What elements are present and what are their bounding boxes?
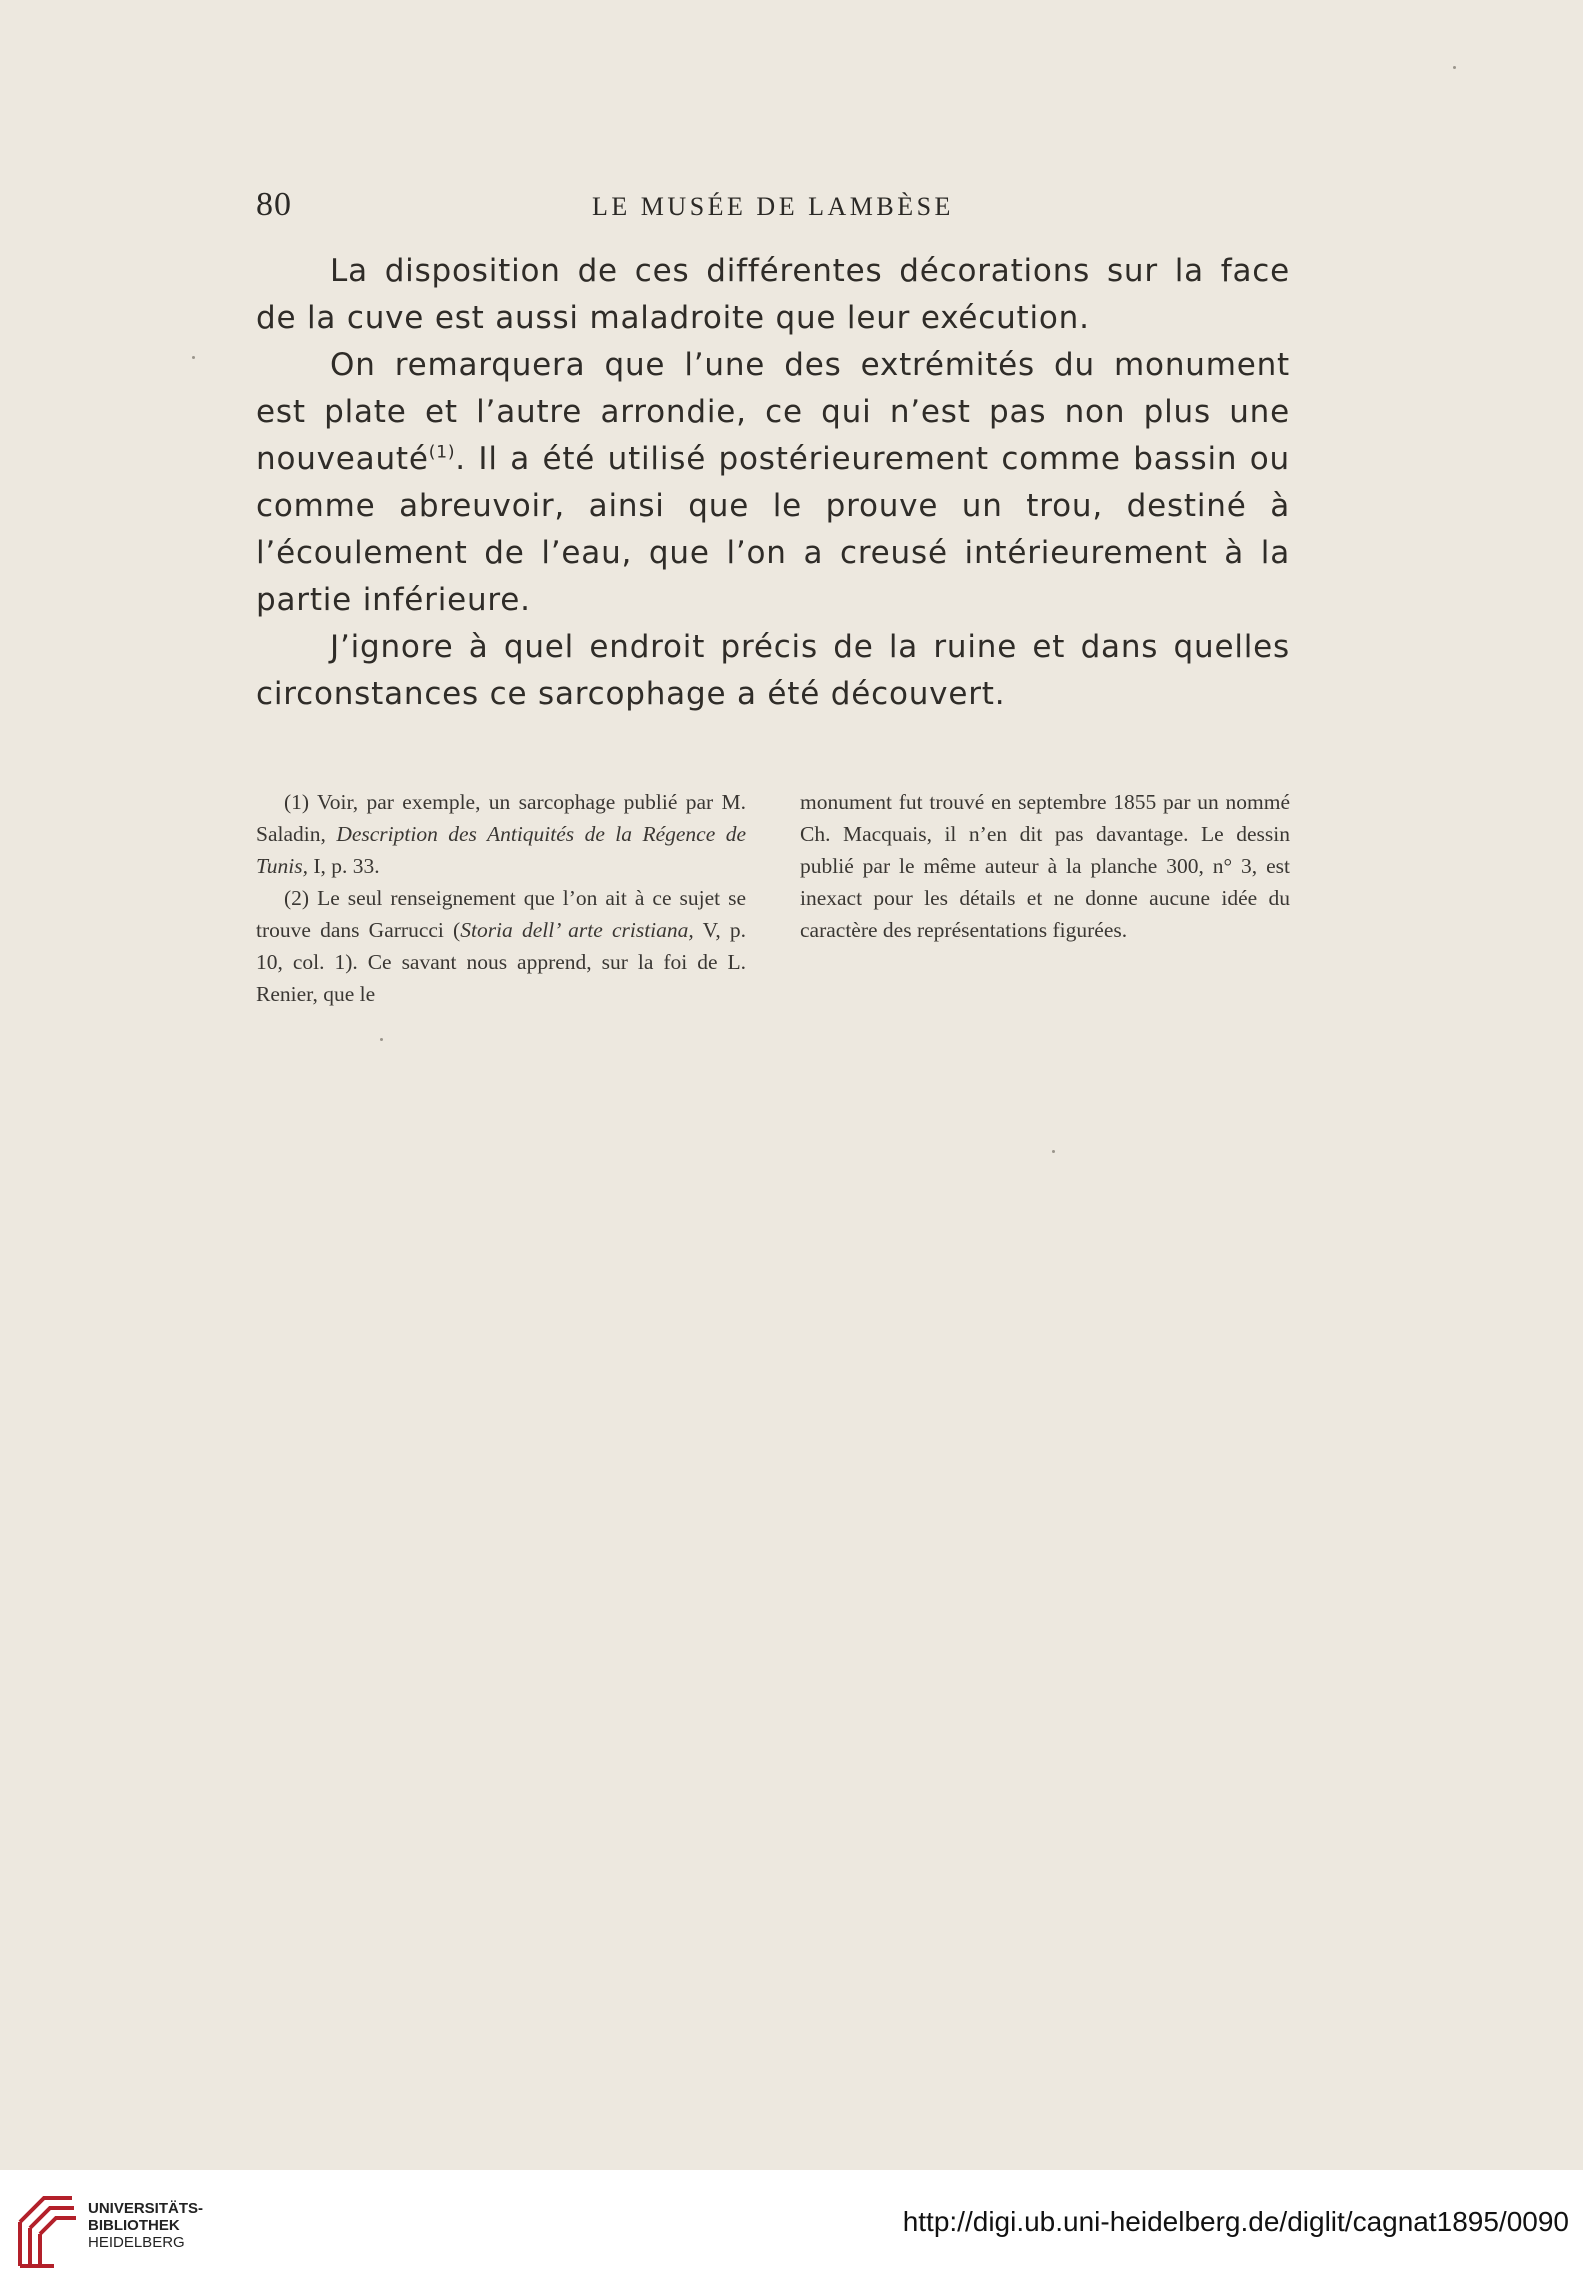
footnote-ref: (1) <box>428 442 456 463</box>
paper-speck <box>192 356 195 359</box>
footnote-text: I, p. 33. <box>308 854 380 878</box>
running-title: LE MUSÉE DE LAMBÈSE <box>592 192 954 221</box>
paper-speck <box>1052 1150 1055 1153</box>
running-head <box>256 186 1290 236</box>
library-name-line: BIBLIOTHEK <box>88 2217 180 2234</box>
footnote-1 <box>256 786 746 882</box>
library-name-line: UNIVERSITÄTS- <box>88 2200 204 2217</box>
library-name-line: HEIDELBERG <box>88 2234 185 2251</box>
paragraph <box>256 342 1290 624</box>
footnote-2 <box>256 882 746 1010</box>
paragraph-text: On remarquera que l’une des extrémités du monument est plate et l’autre arrondie, ce qui n’est pas non plus une nouveauté <box>256 347 1290 477</box>
footnote-text: (2) Le seul renseignement que l’on ait à ce sujet se trouve dans Garrucci ( <box>256 886 746 942</box>
paper-speck <box>380 1038 383 1041</box>
main-text <box>256 248 1290 718</box>
footnote-title: Storia dell’ arte cristiana, <box>460 918 694 942</box>
footnote-text: (1) Voir, par exemple, un sarcophage publié par M. Saladin, <box>256 790 746 846</box>
footnote-text: V, p. 10, col. 1). Ce savant nous apprend, sur la foi de L. Renier, que le <box>256 918 746 1006</box>
paragraph: J’ignore à quel endroit précis de la ruine et dans quelles circonstances ce sarcophage a été découvert. <box>256 629 1290 712</box>
footnotes <box>256 786 1290 1010</box>
library-name <box>88 2200 203 2251</box>
footnote-column-left <box>256 786 746 1010</box>
footnote-column-right <box>800 786 1290 1010</box>
library-logo-icon <box>14 2192 80 2270</box>
footnote-2-continued: monument fut trouvé en septembre 1855 par un nommé Ch. Macquais, il n’en dit pas davantage. Le dessin publié par le même auteur à la planche 300, n° 3, est inexact pour les détails et ne donne aucune idée du caractère des représentations figurées. <box>800 790 1290 942</box>
permalink-url[interactable]: http://digi.ub.uni-heidelberg.de/diglit/cagnat1895/0090 <box>902 2206 1569 2237</box>
footnote-title: Description des Antiquités de la Régence de Tunis, <box>256 822 746 878</box>
page-number: 80 <box>256 186 292 223</box>
footer-bar <box>0 2170 1583 2288</box>
paragraph-text: . Il a été utilisé postérieurement comme bassin ou comme abreuvoir, ainsi que le prouve un trou, destiné à l’écoulement de l’eau, que l’on a creusé intérieurement à la partie inférieure. <box>256 441 1290 618</box>
paper-speck <box>1453 66 1456 69</box>
paragraph: La disposition de ces différentes décorations sur la face de la cuve est aussi maladroite que leur exécution. <box>256 253 1290 336</box>
